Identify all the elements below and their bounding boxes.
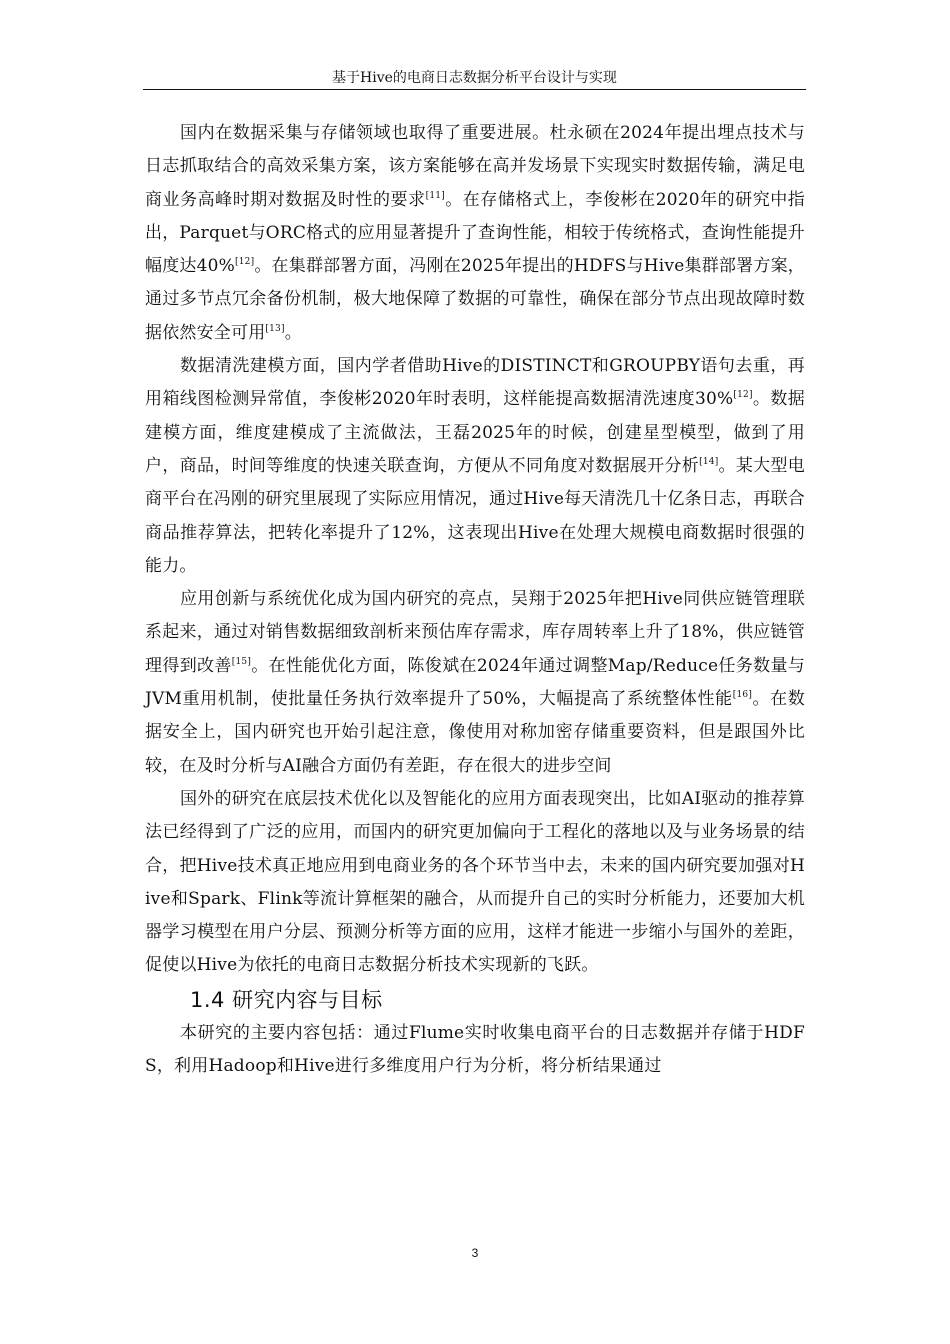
header-rule [143,89,806,90]
citation-16: [16] [732,690,753,701]
citation-12: [12] [733,390,753,401]
paragraph-1 [145,117,805,350]
paragraph-text: 应用创新与系统优化成为国内研究的亮点，吴翔于2025年把Hive同供应链管理联系起来，通过对销售数据细致剖析来预估库存需求，库存周转率上升了18%，供应链管理得到改善 [145,589,805,676]
paragraph-4 [145,783,805,983]
body-text [145,117,805,1083]
paragraph-5 [145,1017,805,1084]
paragraph-text: 国外的研究在底层技术优化以及智能化的应用方面表现突出，比如AI驱动的推荐算法已经得到了广泛的应用，而国内的研究更加偏向于工程化的落地以及与业务场景的结合，把Hive技术真正地应用到电商业务的各个环节当中去，未来的国内研究要加强对Hive和Spark、Flink等流计算框架的融合，从而提升自己的实时分析能力，还要加大机器学习模型在用户分层、预测分析等方面的应用，这样才能进一步缩小与国外的差距，促使以Hive为依托的电商日志数据分析技术实现新的飞跃。 [145,788,805,976]
paragraph-text: 。在数据安全上，国内研究也开始引起注意，像使用对称加密存储重要资料，但是跟国外比较，在及时分析与AI融合方面仍有差距，存在很大的进步空间 [145,689,805,776]
paragraph-text: 。某大型电商平台在冯刚的研究里展现了实际应用情况，通过Hive每天清洗几十亿条日志，再联合商品推荐算法，把转化率提升了12%，这表现出Hive在处理大规模电商数据时很强的能力。 [145,455,806,576]
paragraph-text: 数据清洗建模方面，国内学者借助Hive的DISTINCT和GROUPBY语句去重，再用箱线图检测异常值，李俊彬2020年时表明，这样能提高数据清洗速度30% [145,356,805,410]
section-heading: 1.4 研究内容与目标 [190,987,383,1012]
paragraph-2 [145,350,805,583]
paragraph-text: 国内在数据采集与存储领域也取得了重要进展。杜永硕在2024年提出埋点技术与日志抓取结合的高效采集方案，该方案能够在高并发场景下实现实时数据传输，满足电商业务高峰时期对数据及时性的要求 [145,123,805,210]
page-number: 3 [471,1246,479,1260]
paragraph-text: 。在存储格式上，李俊彬在2020年的研究中指出，Parquet与ORC格式的应用显著提升了查询性能，相较于传统格式，查询性能提升幅度达40% [145,189,805,277]
citation-15: [15] [231,656,252,667]
paragraph-text: 本研究的主要内容包括：通过Flume实时收集电商平台的日志数据并存储于HDFS，利用Hadoop和Hive进行多维度用户行为分析，将分析结果通过 [145,1022,805,1077]
citation-13: [13] [265,323,285,334]
citation-14: [14] [699,456,719,467]
citation-11: [11] [425,190,445,201]
paragraph-text: 。在性能优化方面，陈俊斌在2024年通过调整Map/Reduce任务数量与JVM重用机制，使批量任务执行效率提升了50%，大幅提高了系统整体性能 [145,655,806,710]
paragraph-3 [145,583,805,783]
paragraph-text: 。在集群部署方面，冯刚在2025年提出的HDFS与Hive集群部署方案，通过多节点冗余备份机制，极大地保障了数据的可靠性，确保在部分节点出现故障时数据依然安全可用 [145,256,805,343]
running-header: 基于Hive的电商日志数据分析平台设计与实现 [332,70,617,86]
paragraph-text: 。 [284,322,302,343]
citation-12: [12] [235,257,255,268]
paragraph-text: 。数据建模方面，维度建模成了主流做法，王磊2025年的时候，创建星型模型，做到了用户，商品，时间等维度的快速关联查询，方便从不同角度对数据展开分析 [145,389,806,476]
